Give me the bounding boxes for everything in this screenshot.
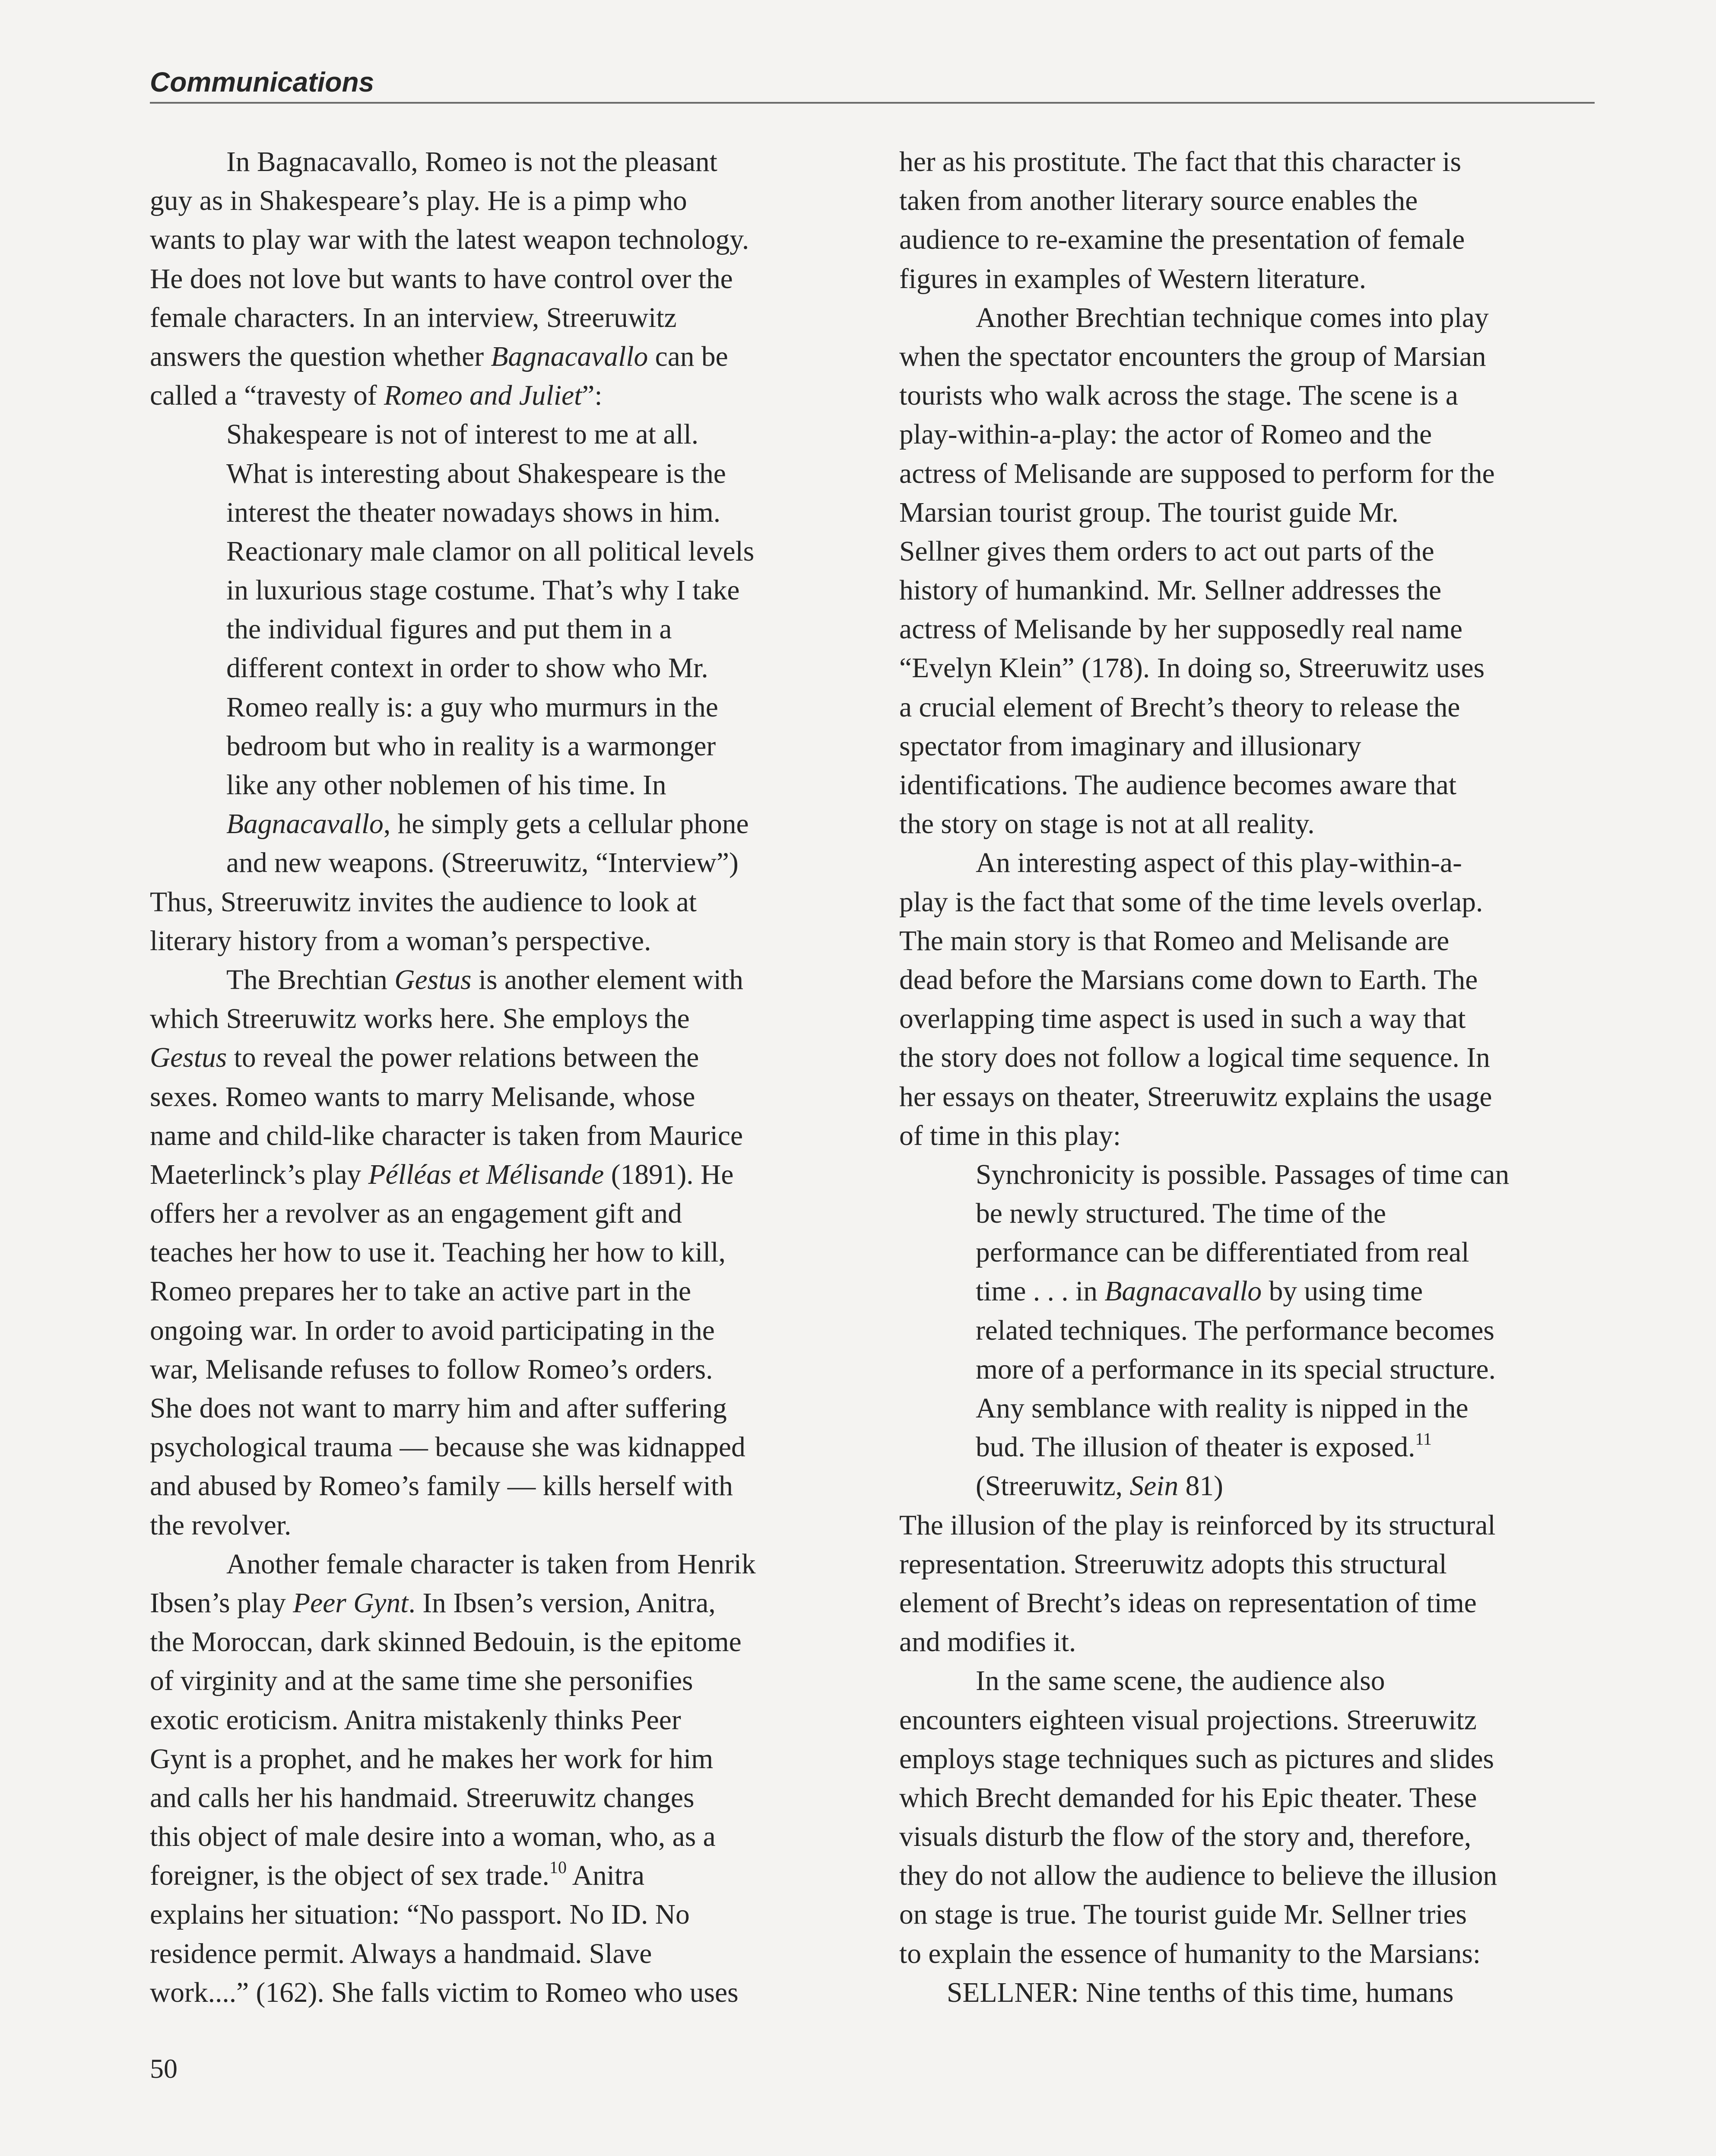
text-line: of virginity and at the same time she personifies [150,1665,693,1697]
text-line: Synchronicity is possible. Passages of time can [976,1159,1510,1190]
page-number: 50 [150,2053,178,2084]
text-line: the story on stage is not at all reality. [899,808,1315,840]
text-line: visuals disturb the flow of the story and, therefore, [899,1821,1472,1853]
text-line: The main story is that Romeo and Melisande are [899,925,1450,957]
text-line: Ibsen’s play Peer Gynt. In Ibsen’s version, Anitra, [150,1587,716,1619]
text-line: audience to re-examine the presentation of female [899,224,1465,256]
text-line: She does not want to marry him and after suffering [150,1393,727,1424]
text-line: Gynt is a prophet, and he makes her work for him [150,1743,714,1775]
left-column [150,143,852,2012]
text-line: overlapping time aspect is used in such a way that [899,1003,1466,1035]
text-line: interest the theater nowadays shows in him. [226,497,721,528]
text-line: play is the fact that some of the time levels overlap. [899,886,1483,918]
text-line: What is interesting about Shakespeare is the [226,458,726,489]
text-line: Bagnacavallo, he simply gets a cellular phone [226,808,749,840]
text-line: The illusion of the play is reinforced by its structural [899,1509,1496,1541]
text-line: her as his prostitute. The fact that this character is [899,146,1462,178]
text-line: and new weapons. (Streeruwitz, “Interview”) [226,847,739,879]
text-line: the individual figures and put them in a [226,614,672,645]
text-line: Any semblance with reality is nipped in the [976,1393,1469,1424]
text-line: when the spectator encounters the group of Marsian [899,341,1486,372]
text-line: offers her a revolver as an engagement gift and [150,1198,682,1230]
text-line: actress of Melisande by her supposedly real name [899,614,1463,645]
text-line: representation. Streeruwitz adopts this structural [899,1548,1447,1580]
text-line: the story does not follow a logical time sequence. In [899,1042,1490,1074]
text-line: spectator from imaginary and illusionary [899,730,1361,762]
text-line: war, Melisande refuses to follow Romeo’s orders. [150,1354,713,1385]
text-line: identifications. The audience becomes aware that [899,770,1457,801]
text-line: they do not allow the audience to believe the illusion [899,1860,1497,1892]
text-line: the Moroccan, dark skinned Bedouin, is the epitome [150,1627,742,1658]
text-line: sexes. Romeo wants to marry Melisande, whose [150,1081,695,1113]
text-line: called a “travesty of Romeo and Juliet”: [150,380,603,412]
text-line: which Brecht demanded for his Epic theater. These [899,1782,1477,1814]
text-line: which Streeruwitz works here. She employs the [150,1003,690,1035]
text-line: dead before the Marsians come down to Earth. The [899,964,1478,996]
text-line: more of a performance in its special structure. [976,1354,1496,1385]
text-line: encounters eighteen visual projections. Streeruwitz [899,1704,1477,1736]
text-line: different context in order to show who Mr. [226,653,708,684]
text-line: on stage is true. The tourist guide Mr. Sellner tries [899,1899,1467,1931]
text-line: An interesting aspect of this play-within-a- [976,847,1462,879]
text-line: The Brechtian Gestus is another element with [226,964,743,996]
text-line: be newly structured. The time of the [976,1198,1386,1230]
text-line: related techniques. The performance becomes [976,1315,1494,1346]
text-line: Gestus to reveal the power relations between the [150,1042,699,1074]
text-line: and modifies it. [899,1627,1076,1658]
text-line: of time in this play: [899,1120,1121,1151]
running-header: Communications [150,67,374,98]
text-line: “Evelyn Klein” (178). In doing so, Streeruwitz uses [899,653,1485,684]
text-line: Maeterlinck’s play Pélléas et Mélisande (1891). He [150,1159,734,1190]
text-line: this object of male desire into a woman, who, as a [150,1821,716,1853]
text-line: In Bagnacavallo, Romeo is not the pleasant [226,146,717,178]
text-line: In the same scene, the audience also [976,1665,1385,1697]
text-line: female characters. In an interview, Streeruwitz [150,302,677,333]
text-line: bedroom but who in reality is a warmonger [226,730,716,762]
text-line: to explain the essence of humanity to the Marsians: [899,1938,1481,1969]
text-line: psychological trauma — because she was kidnapped [150,1432,745,1463]
text-line: the revolver. [150,1509,292,1541]
text-line: actress of Melisande are supposed to perform for the [899,458,1495,489]
text-line: in luxurious stage costume. That’s why I take [226,575,740,606]
text-line: answers the question whether Bagnacavallo can be [150,341,728,372]
text-line: name and child-like character is taken from Maurice [150,1120,743,1151]
text-line: Thus, Streeruwitz invites the audience to look at [150,886,697,918]
text-line: ongoing war. In order to avoid participating in the [150,1315,715,1346]
text-line: figures in examples of Western literature. [899,263,1367,295]
text-line: Romeo prepares her to take an active part in the [150,1276,691,1307]
text-line: wants to play war with the latest weapon technology. [150,224,749,256]
text-line: guy as in Shakespeare’s play. He is a pimp who [150,185,687,217]
text-line: work....” (162). She falls victim to Romeo who uses [150,1977,739,2008]
text-line: explains her situation: “No passport. No ID. No [150,1899,690,1931]
text-line: bud. The illusion of theater is exposed.$^{11}$ [976,1429,1432,1463]
text-line: foreigner, is the object of sex trade.$^{10}$ Anitra [150,1858,645,1892]
text-line: teaches her how to use it. Teaching her how to kill, [150,1237,726,1268]
text-line: employs stage techniques such as pictures and slides [899,1743,1494,1775]
text-line: Another Brechtian technique comes into play [976,302,1489,333]
text-line: Romeo really is: a guy who murmurs in the [226,691,718,723]
text-line: exotic eroticism. Anitra mistakenly thinks Peer [150,1704,681,1736]
text-line: Marsian tourist group. The tourist guide Mr. [899,497,1399,528]
text-line: He does not love but wants to have control over the [150,263,733,295]
text-line: and calls her his handmaid. Streeruwitz changes [150,1782,695,1814]
text-line: Another female character is taken from Henrik [226,1548,756,1580]
text-line: history of humankind. Mr. Sellner addresses the [899,575,1442,606]
text-line: (Streeruwitz, Sein 81) [976,1471,1223,1502]
text-line: Reactionary male clamor on all political levels [226,536,755,567]
header-rule [150,102,1595,104]
text-line: Shakespeare is not of interest to me at all. [226,419,699,450]
text-line: element of Brecht’s ideas on representation of time [899,1587,1477,1619]
text-line: and abused by Romeo’s family — kills herself with [150,1471,733,1502]
text-line: time . . . in Bagnacavallo by using time [976,1276,1423,1307]
text-line: like any other noblemen of his time. In [226,770,666,801]
text-line: play-within-a-play: the actor of Romeo and the [899,419,1432,450]
text-line: Sellner gives them orders to act out parts of the [899,536,1434,567]
right-column [899,143,1601,2012]
text-line: residence permit. Always a handmaid. Slave [150,1938,652,1969]
text-line: taken from another literary source enables the [899,185,1418,217]
text-line: tourists who walk across the stage. The scene is a [899,380,1458,412]
text-line: literary history from a woman’s perspective. [150,925,651,957]
text-line: SELLNER: Nine tenths of this time, humans [947,1977,1454,2008]
text-line: a crucial element of Brecht’s theory to release the [899,691,1460,723]
text-line: performance can be differentiated from real [976,1237,1469,1268]
text-line: her essays on theater, Streeruwitz explains the usage [899,1081,1492,1113]
